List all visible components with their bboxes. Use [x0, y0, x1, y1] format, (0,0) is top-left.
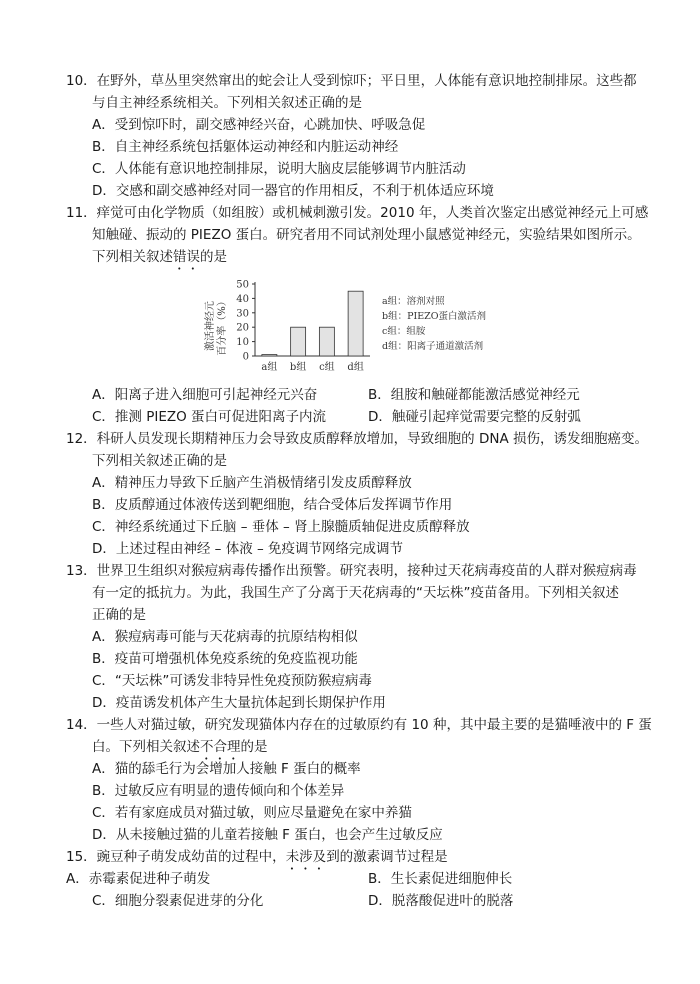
- y-tick-label: 0: [242, 351, 249, 363]
- y-tick-label: 40: [236, 293, 249, 305]
- x-tick-labels: [261, 361, 363, 373]
- bar: [262, 355, 277, 356]
- q15-option-a: A．赤霉素促进种子萌发: [66, 871, 211, 887]
- q11-stem-line2: 知触碰、振动的 PIEZO 蛋白。研究者用不同试剂处理小鼠感觉神经元，实验结果如图所示。: [92, 227, 641, 243]
- q11-stem-text: 下列相关叙述: [92, 249, 173, 265]
- legend-entry: a组：溶剂对照: [382, 296, 445, 307]
- x-tick-label: c组: [319, 362, 335, 373]
- q13-stem-line3: 正确的是: [92, 607, 146, 623]
- bar: [291, 327, 306, 356]
- bar-chart: [200, 276, 520, 378]
- q12-option-b: B．皮质醇通过体液传送到靶细胞，结合受体后发挥调节作用: [92, 497, 453, 513]
- q11-stem-line3: [92, 247, 227, 273]
- q14-stem-line1: 14．一些人对猫过敏，研究发现猫体内存在的过敏原约有 10 种，其中最主要的是猫唾液中的 F 蛋: [66, 717, 652, 733]
- q10-stem-line2: 与自主神经系统相关。下列相关叙述正确的是: [92, 95, 362, 111]
- q13-option-a: A．猴痘病毒可能与天花病毒的抗原结构相似: [92, 629, 358, 645]
- chart-legend: [382, 295, 486, 352]
- q10-option-d: D．交感和副交感神经对同一器官的作用相反，不利于机体适应环境: [92, 183, 494, 199]
- q12-option-d: D．上述过程由神经 – 体液 – 免疫调节网络完成调节: [92, 541, 404, 557]
- q13-option-c: C．“天坛株”可诱发非特异性免疫预防猴痘病毒: [92, 673, 372, 689]
- bar: [319, 327, 334, 356]
- y-tick-label: 10: [236, 337, 249, 349]
- q15-option-b: B．生长素促进细胞伸长: [368, 871, 513, 887]
- q14-option-b: B．过敏反应有明显的遗传倾向和个体差异: [92, 783, 345, 799]
- q10-option-b: B．自主神经系统包括躯体运动神经和内脏运动神经: [92, 139, 399, 155]
- q15-emphasis-word: 未涉及: [285, 849, 327, 865]
- legend-entry: c组：组胺: [382, 326, 426, 337]
- q10-stem-line1: 10．在野外，草丛里突然窜出的蛇会让人受到惊吓；平日里，人体能有意识地控制排尿。这些都: [66, 73, 637, 89]
- q13-option-d: D．疫苗诱发机体产生大量抗体起到长期保护作用: [92, 695, 386, 711]
- q11-emphasis-word: 错误: [173, 249, 200, 265]
- q15-stem-tail: 到的激素调节过程是: [326, 849, 448, 865]
- q14-stem-tail: 的是: [240, 739, 268, 755]
- q12-option-c: C．神经系统通过下丘脑 – 垂体 – 肾上腺髓质轴促进皮质醇释放: [92, 519, 470, 535]
- q11-stem-line1: 11．痒觉可由化学物质（如组胺）或机械刺激引发。2010 年，人类首次鉴定出感觉神经元上可感: [66, 205, 649, 221]
- x-tick-label: d组: [347, 362, 364, 373]
- q11-option-d: D．触碰引起痒觉需要完整的反射弧: [368, 409, 581, 425]
- q13-stem-line2: 有一定的抵抗力。为此，我国生产了分离于天花病毒的“天坛株”疫苗备用。下列相关叙述: [92, 585, 619, 601]
- q11-option-c: C．推测 PIEZO 蛋白可促进阳离子内流: [92, 409, 327, 425]
- y-tick-label: 50: [236, 279, 249, 291]
- q14-stem-text: 白。下列相关叙述: [92, 739, 200, 755]
- bar: [348, 291, 363, 356]
- q14-option-c: C．若有家庭成员对猫过敏，则应尽量避免在家中养猫: [92, 805, 412, 821]
- q13-stem-line1: 13．世界卫生组织对猴痘病毒传播作出预警。研究表明，接种过天花病毒疫苗的人群对猴痘病毒: [66, 563, 637, 579]
- x-tick-label: b组: [289, 362, 307, 373]
- q11-option-a: A．阳离子进入细胞可引起神经元兴奋: [92, 387, 318, 403]
- y-tick-label: 20: [236, 322, 249, 334]
- q15-stem-text: 15．豌豆种子萌发成幼苗的过程中，: [66, 849, 286, 865]
- q11-stem-tail: 的是: [200, 249, 227, 265]
- q10-option-c: C．人体能有意识地控制排尿，说明大脑皮层能够调节内脏活动: [92, 161, 466, 177]
- q14-option-d: D．从未接触过猫的儿童若接触 F 蛋白，也会产生过敏反应: [92, 827, 443, 843]
- q13-option-b: B．疫苗可增强机体免疫系统的免疫监视功能: [92, 651, 358, 667]
- q12-stem-line1: 12．科研人员发现长期精神压力会导致皮质醇释放增加，导致细胞的 DNA 损伤，诱发细胞癌变。: [66, 431, 648, 447]
- y-axis-label-line1: 激活神经元: [205, 301, 216, 351]
- q12-option-a: A．精神压力导致下丘脑产生消极情绪引发皮质醇释放: [92, 475, 412, 491]
- q14-option-a: A．猫的舔毛行为会增加人接触 F 蛋白的概率: [92, 761, 361, 777]
- legend-entry: b组：PIEZO蛋白激活剂: [382, 311, 487, 322]
- q14-emphasis-word: 不合理: [200, 739, 241, 755]
- y-axis-label-line2: 百分率（%）: [217, 296, 228, 356]
- x-tick-label: a组: [261, 362, 278, 373]
- y-tick-labels: [236, 280, 249, 363]
- q12-stem-line2: 下列相关叙述正确的是: [92, 453, 227, 469]
- chart-bars: [262, 291, 363, 356]
- q15-option-c: C．细胞分裂素促进芽的分化: [92, 893, 264, 909]
- legend-entry: d组：阳离子通道激活剂: [382, 341, 484, 352]
- q15-option-d: D．脱落酸促进叶的脱落: [368, 893, 514, 909]
- y-axis-label: [203, 296, 228, 356]
- y-tick-label: 30: [236, 308, 249, 320]
- q10-option-a: A．受到惊吓时，副交感神经兴奋，心跳加快、呼吸急促: [92, 117, 426, 133]
- q11-option-b: B．组胺和触碰都能激活感觉神经元: [368, 387, 580, 403]
